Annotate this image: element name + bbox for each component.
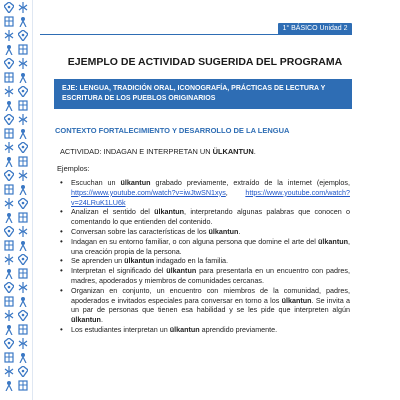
ornament-icon [18, 128, 28, 139]
ornament-icon [18, 30, 28, 41]
unit-badge: 1° BÁSICO Unidad 2 [278, 23, 352, 35]
item-keyword: ülkantun [169, 324, 200, 334]
list-item [71, 325, 350, 335]
ornament-icon [4, 142, 14, 153]
item-text: Interpretan el significado del [71, 266, 167, 276]
item-text: , interpretando algunas palabras que conocen o comentando lo que entienden del contenido. [71, 207, 351, 227]
ornament-icon [4, 268, 14, 279]
item-text: Los estudiantes interpretan un [71, 324, 170, 334]
examples-list [55, 178, 350, 335]
item-text: . Se invita a un par de personas que tienen esa habilidad y se les pide que interpreten algún [71, 295, 350, 315]
ornament-icon [18, 310, 28, 321]
ornament-icon [4, 282, 14, 293]
youtube-link-1[interactable]: https://www.youtube.com/watch?v=iwJtwSN1xys [71, 187, 226, 197]
activity-title [60, 147, 352, 156]
ornament-icon [18, 380, 28, 391]
item-keyword: ülkantun [124, 256, 155, 266]
ornament-icon [18, 2, 28, 13]
item-text: indagado en la familia. [154, 256, 229, 266]
activity-prefix: ACTIVIDAD: INDAGAN E INTERPRETAN UN [60, 147, 213, 156]
ornament-icon [4, 156, 14, 167]
page-title: EJEMPLO DE ACTIVIDAD SUGERIDA DEL PROGRAMA [67, 56, 343, 68]
ornament-icon [4, 380, 14, 391]
ornament-icon [4, 58, 14, 69]
list-item [71, 207, 350, 227]
list-item [71, 237, 350, 257]
item-text: , [225, 187, 246, 197]
ornament-icon [18, 282, 28, 293]
ornament-icon [18, 170, 28, 181]
ornament-icon [4, 324, 14, 335]
item-keyword: ülkantun [71, 315, 101, 325]
ornament-icon [4, 100, 14, 111]
ornament-icon [18, 338, 28, 349]
list-item [71, 266, 350, 286]
ornament-icon [18, 100, 28, 111]
item-text: Organizan en conjunto, un encuentro con miembros de la comunidad, padres, apoderados e invitados especiales para conversar en torno a los [71, 285, 350, 305]
ornament-icon [18, 198, 28, 209]
ornament-icon [4, 170, 14, 181]
item-keyword: ülkantun [154, 207, 185, 217]
examples-label: Ejemplos: [57, 164, 90, 173]
ornament-icon [18, 142, 28, 153]
item-keyword: ülkantun [318, 236, 348, 246]
list-item [71, 227, 350, 237]
ornament-icon [18, 226, 28, 237]
ornament-icon [4, 254, 14, 265]
youtube-link-2[interactable]: https://www.youtube.com/watch?v=24LRuK1LU6k [71, 187, 350, 207]
list-item [71, 256, 350, 266]
ornament-icon [4, 128, 14, 139]
decorative-border-band [0, 0, 33, 400]
ornament-icon [18, 296, 28, 307]
item-keyword: ülkantun [208, 226, 239, 236]
ornament-icon [18, 58, 28, 69]
item-keyword: ülkantun [120, 178, 151, 187]
section-heading: CONTEXTO FORTALECIMIENTO Y DESARROLLO DE LA LENGUA [55, 126, 290, 135]
item-text: Escuchan un [71, 178, 121, 187]
ornament-icon [18, 86, 28, 97]
ornament-icon [4, 310, 14, 321]
ornament-icon [4, 16, 14, 27]
item-text: aprendido previamente. [199, 324, 278, 334]
ornament-icon [18, 254, 28, 265]
item-text: Conversan sobre las características de los [71, 226, 209, 236]
ornament-icon [4, 2, 14, 13]
item-text: Indagan en su entorno familiar, o con alguna persona que domine el arte del [71, 236, 319, 246]
list-item [71, 286, 350, 325]
ornament-icon [18, 324, 28, 335]
ornament-column-left [2, 2, 16, 391]
ornament-icon [4, 226, 14, 237]
item-text: para presentarla en un encuentro con padres, madres, apoderados y miembros de comunidades cercanas. [71, 266, 350, 285]
item-text: , una creación propia de la persona. [71, 236, 350, 256]
list-item [71, 178, 350, 207]
ornament-icon [4, 86, 14, 97]
ornament-icon [18, 16, 28, 27]
ornament-icon [18, 114, 28, 125]
activity-keyword: ÜLKANTUN [212, 147, 254, 156]
ornament-icon [4, 212, 14, 223]
ornament-icon [18, 240, 28, 251]
ornament-icon [4, 352, 14, 363]
ornament-icon [4, 44, 14, 55]
ornament-icon [18, 352, 28, 363]
ornament-icon [4, 184, 14, 195]
axis-banner: EJE: LENGUA, TRADICIÓN ORAL, ICONOGRAFÍA, PRÁCTICAS DE LECTURA Y ESCRITURA DE LOS PUEBLOS ORIGINARIOS [54, 79, 352, 109]
item-text: . [100, 315, 103, 325]
item-text: Analizan el sentido del [71, 207, 155, 217]
ornament-icon [4, 296, 14, 307]
header-rule [40, 34, 352, 35]
ornament-icon [18, 44, 28, 55]
item-text: Se aprenden un [71, 256, 125, 266]
ornament-icon [18, 184, 28, 195]
ornament-icon [18, 268, 28, 279]
ornament-icon [18, 156, 28, 167]
ornament-icon [18, 366, 28, 377]
ornament-icon [4, 198, 14, 209]
ornament-icon [4, 366, 14, 377]
activity-suffix: . [253, 147, 256, 156]
ornament-icon [18, 212, 28, 223]
item-text: . [238, 226, 241, 236]
ornament-icon [4, 72, 14, 83]
item-keyword: ülkantun [166, 266, 197, 276]
item-text: grabado previamente, extraído de la internet (ejemplos, [150, 178, 350, 187]
item-keyword: ülkantun [281, 295, 312, 305]
ornament-column-right [16, 2, 30, 391]
ornament-icon [4, 30, 14, 41]
ornament-icon [18, 72, 28, 83]
ornament-icon [4, 240, 14, 251]
ornament-icon [4, 338, 14, 349]
ornament-icon [4, 114, 14, 125]
